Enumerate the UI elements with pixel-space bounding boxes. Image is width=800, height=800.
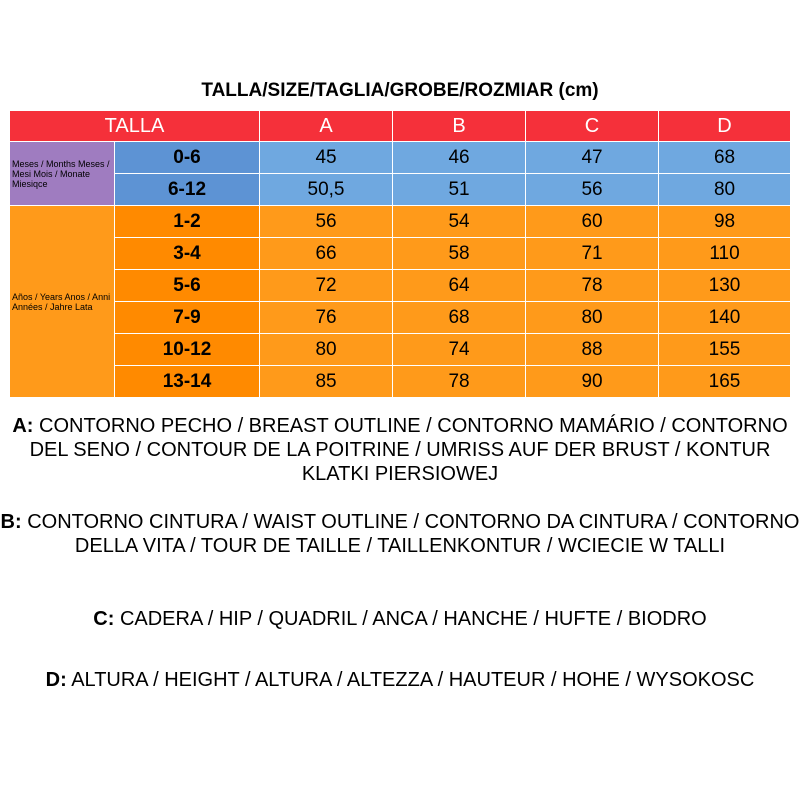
table-row (10, 270, 791, 302)
cell-b: 74 (393, 334, 526, 366)
cell-c: 56 (526, 174, 659, 206)
header-col-a: A (260, 111, 393, 142)
row-range: 10-12 (115, 334, 260, 366)
table-row (10, 238, 791, 270)
table-row (10, 142, 791, 174)
cell-c: 90 (526, 366, 659, 398)
cell-c: 47 (526, 142, 659, 174)
header-col-b: B (393, 111, 526, 142)
header-col-d: D (659, 111, 791, 142)
cell-d: 98 (659, 206, 791, 238)
cell-c: 78 (526, 270, 659, 302)
cell-a: 45 (260, 142, 393, 174)
table-row (10, 206, 791, 238)
table-row (10, 302, 791, 334)
legend-c-text: CADERA / HIP / QUADRIL / ANCA / HANCHE / HUFTE / BIODRO (119, 608, 707, 630)
group-years-label: Años / Years Anos / Anni Années / Jahre Lata (10, 206, 115, 398)
legend-b-key: B: (0, 511, 22, 533)
row-range: 3-4 (115, 238, 260, 270)
legend-a-text: CONTORNO PECHO / BREAST OUTLINE / CONTORNO MAMÁRIO / CONTORNO DEL SENO / CONTOUR DE LA POITRINE / UMRISS AUF DER BRUST / KONTUR KLATKI PIERSIOWEJ (29, 415, 788, 485)
cell-b: 54 (393, 206, 526, 238)
cell-a: 50,5 (260, 174, 393, 206)
cell-a: 56 (260, 206, 393, 238)
row-range: 1-2 (115, 206, 260, 238)
table-header-row (10, 111, 791, 142)
cell-a: 66 (260, 238, 393, 270)
row-range: 13-14 (115, 366, 260, 398)
cell-b: 68 (393, 302, 526, 334)
cell-b: 46 (393, 142, 526, 174)
table-row (10, 174, 791, 206)
cell-d: 110 (659, 238, 791, 270)
legend-d (0, 668, 800, 692)
cell-d: 130 (659, 270, 791, 302)
legend-a-key: A: (12, 415, 34, 437)
cell-d: 165 (659, 366, 791, 398)
legend-c (0, 607, 800, 631)
table-row (10, 334, 791, 366)
legend-a (0, 414, 800, 486)
cell-b: 78 (393, 366, 526, 398)
cell-a: 80 (260, 334, 393, 366)
legend-d-key: D: (45, 669, 67, 691)
cell-d: 140 (659, 302, 791, 334)
row-range: 6-12 (115, 174, 260, 206)
cell-c: 71 (526, 238, 659, 270)
group-months-label: Meses / Months Meses / Mesi Mois / Monate Miesiqce (10, 142, 115, 206)
cell-a: 76 (260, 302, 393, 334)
legend-c-key: C: (93, 608, 115, 630)
header-talla: TALLA (10, 111, 260, 142)
cell-d: 68 (659, 142, 791, 174)
cell-c: 60 (526, 206, 659, 238)
chart-title: TALLA/SIZE/TAGLIA/GROBE/ROZMIAR (cm) (201, 80, 599, 101)
header-col-c: C (526, 111, 659, 142)
cell-a: 85 (260, 366, 393, 398)
row-range: 0-6 (115, 142, 260, 174)
cell-c: 88 (526, 334, 659, 366)
row-range: 5-6 (115, 270, 260, 302)
cell-d: 80 (659, 174, 791, 206)
table-row (10, 366, 791, 398)
cell-b: 58 (393, 238, 526, 270)
cell-a: 72 (260, 270, 393, 302)
legend-b (0, 510, 800, 558)
legend-d-text: ALTURA / HEIGHT / ALTURA / ALTEZZA / HAUTEUR / HOHE / WYSOKOSC (71, 669, 755, 691)
cell-c: 80 (526, 302, 659, 334)
legend-b-text: CONTORNO CINTURA / WAIST OUTLINE / CONTORNO DA CINTURA / CONTORNO DELLA VITA / TOUR DE TAILLE / TAILLENKONTUR / WCIECIE W TALLI (27, 511, 800, 557)
cell-b: 64 (393, 270, 526, 302)
cell-d: 155 (659, 334, 791, 366)
row-range: 7-9 (115, 302, 260, 334)
size-table (9, 110, 791, 398)
cell-b: 51 (393, 174, 526, 206)
